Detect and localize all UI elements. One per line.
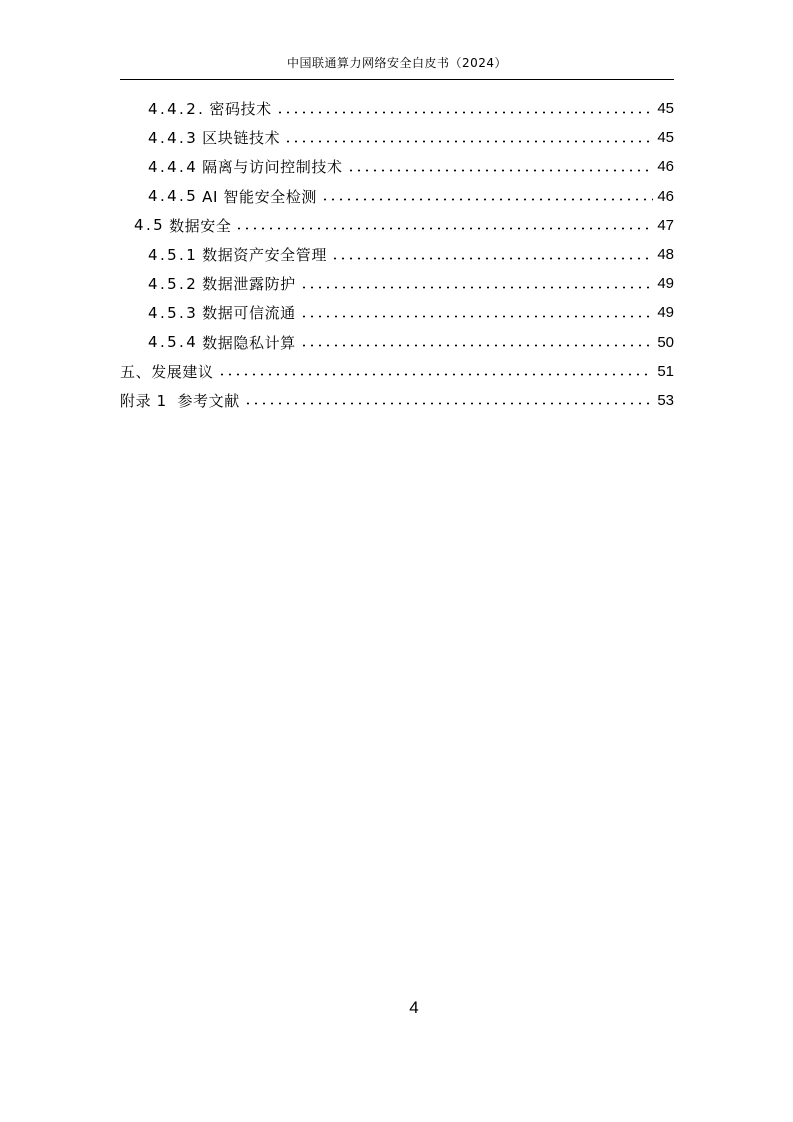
toc-entry[interactable] <box>120 269 674 298</box>
toc-entry-page: 51 <box>657 362 674 380</box>
toc-dot-leader <box>321 198 653 201</box>
toc-dot-leader <box>244 402 653 405</box>
page-header-title: 中国联通算力网络安全白皮书（2024） <box>286 56 508 70</box>
toc-entry-page: 45 <box>657 129 674 147</box>
toc-entry[interactable] <box>120 357 674 386</box>
toc-entry[interactable] <box>120 123 674 152</box>
toc-entry-title: 数据安全 <box>169 216 232 235</box>
toc-entry[interactable] <box>120 328 674 357</box>
toc-dot-leader <box>300 344 654 347</box>
toc-entry-page: 47 <box>657 216 674 234</box>
toc-entry-number: 4.5.4 <box>148 333 199 352</box>
header-divider <box>120 79 674 80</box>
toc-dot-leader <box>276 111 654 114</box>
toc-entry-title: 五、发展建议 <box>120 362 214 381</box>
toc-entry-page: 46 <box>657 158 674 176</box>
toc-entry-number: 4.5.3 <box>148 303 199 322</box>
toc-entry-number: 4.4.5 <box>148 187 199 206</box>
toc-entry[interactable] <box>120 94 674 123</box>
toc-entry[interactable] <box>120 152 674 181</box>
toc-entry-number: 4.5.1 <box>148 245 199 264</box>
toc-entry[interactable] <box>120 240 674 269</box>
table-of-contents <box>120 94 674 415</box>
toc-dot-leader <box>300 315 654 318</box>
toc-entry[interactable] <box>120 211 674 240</box>
toc-entry-title: 数据可信流通 <box>202 304 296 323</box>
toc-entry-page: 49 <box>657 275 674 293</box>
toc-entry[interactable] <box>120 386 674 415</box>
toc-entry-number: 4.4.3 <box>148 128 199 147</box>
toc-entry-title: 附录 1 参考文献 <box>120 391 240 410</box>
toc-dot-leader <box>300 286 654 289</box>
toc-entry-title: 数据泄露防护 <box>202 275 296 294</box>
toc-entry-number: 4.5 <box>134 216 166 235</box>
toc-entry-page: 48 <box>657 246 674 264</box>
toc-entry-title: 区块链技术 <box>202 129 281 148</box>
toc-entry-title: AI 智能安全检测 <box>202 187 318 206</box>
toc-entry[interactable] <box>120 298 674 327</box>
toc-entry-title: 数据资产安全管理 <box>202 246 327 265</box>
toc-dot-leader <box>284 140 653 143</box>
toc-dot-leader <box>218 373 654 376</box>
page-number: 4 <box>409 998 419 1017</box>
toc-entry-page: 46 <box>657 187 674 205</box>
toc-dot-leader <box>347 169 654 172</box>
toc-entry-page: 49 <box>657 304 674 322</box>
toc-entry-number: 4.4.2. <box>148 99 206 118</box>
toc-entry-title: 密码技术 <box>209 100 272 119</box>
toc-entry-number: 4.4.4 <box>148 157 199 176</box>
toc-entry-page: 53 <box>657 391 674 409</box>
toc-entry-title: 隔离与访问控制技术 <box>202 158 343 177</box>
toc-entry-title: 数据隐私计算 <box>202 333 296 352</box>
toc-entry[interactable] <box>120 182 674 211</box>
toc-dot-leader <box>235 227 653 230</box>
toc-dot-leader <box>331 257 653 260</box>
toc-entry-page: 50 <box>657 333 674 351</box>
toc-entry-page: 45 <box>657 100 674 118</box>
toc-entry-number: 4.5.2 <box>148 274 199 293</box>
